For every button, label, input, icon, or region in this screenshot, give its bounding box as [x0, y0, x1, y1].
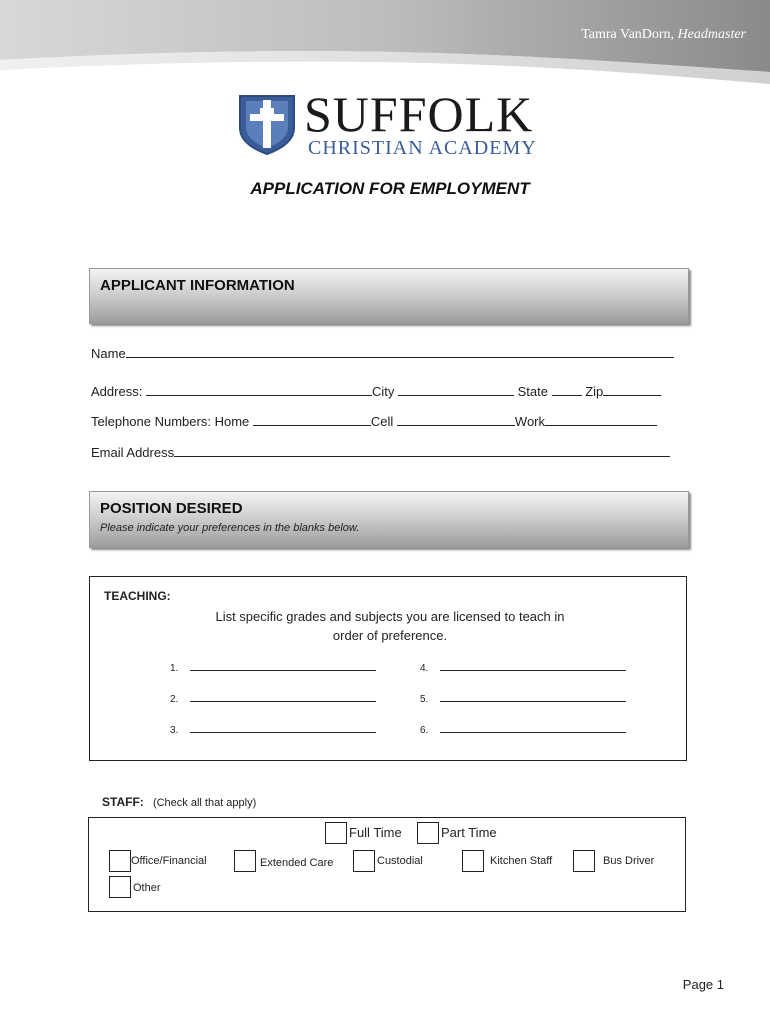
logo-subtitle: CHRISTIAN ACADEMY — [308, 137, 537, 159]
teaching-slot-4[interactable] — [420, 661, 626, 674]
teaching-slot-6[interactable] — [420, 723, 626, 736]
home-phone-field[interactable] — [253, 413, 371, 426]
teaching-slot-number: 4. — [420, 663, 429, 674]
applicant-section-header — [89, 268, 689, 324]
kitchen-staff-label: Kitchen Staff — [490, 855, 553, 867]
name-field[interactable] — [126, 345, 674, 358]
document-title: APPLICATION FOR EMPLOYMENT — [250, 179, 530, 198]
teaching-slot-number: 2. — [170, 694, 179, 705]
teaching-box — [89, 576, 687, 761]
teaching-instruction — [190, 607, 590, 645]
teaching-label: TEACHING: — [104, 589, 171, 603]
work-label: Work — [514, 414, 546, 429]
work-phone-field[interactable] — [545, 413, 657, 426]
zip-label: Zip — [585, 384, 604, 399]
staff-note: (Check all that apply) — [152, 797, 257, 809]
custodial-checkbox[interactable] — [353, 850, 375, 872]
office-financial-checkbox[interactable] — [109, 850, 131, 872]
telephone-home-label: Telephone Numbers: Home — [91, 414, 250, 429]
name-label: Name — [91, 346, 126, 361]
teaching-slot-field[interactable] — [440, 723, 626, 733]
teaching-slot-field[interactable] — [190, 661, 376, 671]
teaching-slot-2[interactable] — [170, 692, 376, 705]
extended-care-label: Extended Care — [260, 857, 334, 869]
email-row — [91, 444, 670, 460]
applicant-section-title: APPLICANT INFORMATION — [100, 277, 295, 294]
teaching-slot-number: 6. — [420, 725, 429, 736]
teaching-slot-number: 5. — [420, 694, 429, 705]
teaching-slot-field[interactable] — [440, 692, 626, 702]
headmaster-name: Tamra VanDorn, — [581, 27, 675, 42]
position-section-header — [89, 491, 689, 548]
custodial-label: Custodial — [377, 855, 423, 867]
headmaster-role: Headmaster — [677, 27, 746, 42]
teaching-slot-field[interactable] — [440, 661, 626, 671]
school-logo — [238, 86, 538, 159]
page-number: Page 1 — [682, 977, 724, 992]
staff-heading — [102, 795, 256, 809]
header-banner — [0, 0, 770, 100]
cell-label: Cell — [370, 414, 394, 429]
teaching-slot-field[interactable] — [190, 692, 376, 702]
teaching-slot-5[interactable] — [420, 692, 626, 705]
staff-box — [88, 817, 686, 912]
teaching-slot-number: 3. — [170, 725, 179, 736]
teaching-slot-3[interactable] — [170, 723, 376, 736]
telephone-row — [91, 413, 657, 429]
state-field[interactable] — [552, 383, 582, 396]
teaching-slot-field[interactable] — [190, 723, 376, 733]
kitchen-staff-checkbox[interactable] — [462, 850, 484, 872]
address-row — [91, 383, 661, 399]
bus-driver-checkbox[interactable] — [573, 850, 595, 872]
address-label: Address: — [91, 384, 143, 399]
address-field[interactable] — [146, 383, 372, 396]
cell-phone-field[interactable] — [397, 413, 515, 426]
position-section-instruction: Please indicate your preferences in the blanks below. — [100, 522, 360, 534]
extended-care-checkbox[interactable] — [234, 850, 256, 872]
office-financial-label: Office/Financial — [131, 855, 207, 867]
staff-label: STAFF: — [102, 795, 144, 809]
teaching-slot-number: 1. — [170, 663, 179, 674]
zip-field[interactable] — [603, 383, 661, 396]
bus-driver-label: Bus Driver — [603, 855, 655, 867]
shield-cross-icon — [238, 94, 296, 156]
state-label: State — [517, 384, 548, 399]
part-time-label: Part Time — [441, 825, 497, 840]
teaching-instruction-line1: List specific grades and subjects you are licensed to teach in — [215, 609, 565, 624]
headmaster-credit — [581, 27, 746, 43]
teaching-instruction-line2: order of preference. — [332, 628, 448, 643]
other-checkbox[interactable] — [109, 876, 131, 898]
city-label: City — [371, 384, 395, 399]
position-section-title: POSITION DESIRED — [100, 500, 243, 517]
city-field[interactable] — [398, 383, 514, 396]
name-row — [91, 345, 674, 361]
teaching-slot-1[interactable] — [170, 661, 376, 674]
email-field[interactable] — [174, 444, 670, 457]
other-label: Other — [133, 882, 161, 894]
full-time-checkbox[interactable] — [325, 822, 347, 844]
full-time-label: Full Time — [349, 825, 402, 840]
part-time-checkbox[interactable] — [417, 822, 439, 844]
logo-title: SUFFOLK — [304, 86, 534, 142]
email-label: Email Address — [91, 445, 175, 460]
